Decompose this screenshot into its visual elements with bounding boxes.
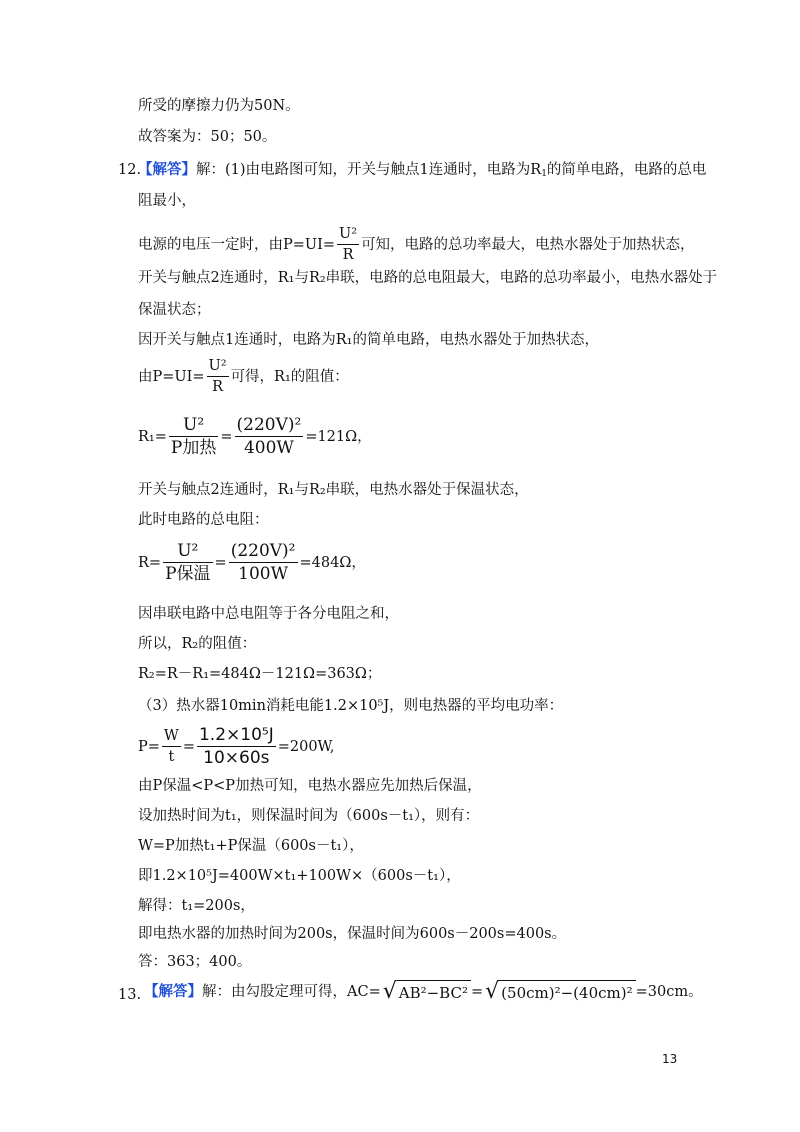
text-line: 开关与触点2连通时，R₁与R₂串联，电热水器处于保温状态，	[138, 482, 529, 498]
denominator: P保温	[165, 564, 211, 584]
text-span: 可知，电路的总功率最大，电热水器处于加热状态，	[361, 236, 695, 253]
page-number: 13	[662, 1052, 678, 1066]
text-line: 设加热时间为t₁，则保温时间为（600s－t₁），则有：	[138, 808, 480, 824]
numerator: (220V)²	[230, 541, 296, 561]
text-line: 阻最小，	[138, 193, 196, 209]
fraction	[229, 540, 298, 585]
r-formula-line	[138, 540, 366, 585]
text-line: 答：363；400。	[138, 954, 252, 970]
text-span: =121Ω，	[305, 428, 372, 445]
numerator: U²	[207, 356, 229, 377]
text-span: 由P=UI=	[138, 368, 205, 385]
text-line: R₂=R－R₁=484Ω－121Ω=363Ω；	[138, 666, 382, 682]
text-span: =200W,	[277, 738, 335, 755]
text-line: 所受的摩擦力仍为50N。	[138, 98, 300, 114]
question-number: 13.	[118, 987, 142, 1003]
text-line: 开关与触点2连通时，R₁与R₂串联，电路的总电阻最大，电路的总功率最小，电热水器处于	[138, 270, 718, 286]
fraction	[163, 540, 212, 585]
denominator: 10×60s	[203, 748, 270, 768]
equals-sign: =	[470, 983, 484, 1000]
question-number: 12.	[118, 162, 142, 178]
fraction	[235, 414, 304, 459]
text-line: 故答案为：50；50。	[138, 129, 277, 145]
p-formula-line	[138, 724, 335, 769]
text-span: 解：(1)由电路图可知，开关与触点1连通时，电路为R	[196, 162, 542, 178]
fraction	[169, 414, 218, 459]
text-line: 即电热水器的加热时间为200s，保温时间为600s－200s=400s。	[138, 926, 567, 942]
fraction-u2-over-r	[207, 356, 229, 397]
text-line: 即1.2×10⁵J=400W×t₁+100W×（600s－t₁），	[138, 868, 461, 884]
fraction	[162, 726, 181, 767]
denominator: 400W	[243, 438, 294, 458]
text-line: 由P保温<P<P加热可知，电热水器应先加热后保温，	[138, 778, 482, 794]
text-line: （3）热水器10min消耗电能1.2×10⁵J，则电热器的平均电功率：	[138, 698, 564, 714]
square-root	[485, 980, 635, 1003]
text-span: R=	[138, 554, 162, 571]
numerator: U²	[163, 540, 212, 563]
answer-tag: 【解答】	[138, 161, 196, 178]
denominator: t	[168, 749, 175, 765]
answer-tag: 【解答】	[144, 982, 202, 1000]
text-span: =484Ω，	[299, 554, 366, 571]
text-span: =30cm。	[635, 983, 703, 1000]
formula-line	[138, 224, 695, 265]
fraction	[197, 724, 276, 769]
text-line: 解得：t₁=200s，	[138, 898, 255, 914]
text-span: R₁=	[138, 428, 167, 445]
denominator: 100W	[238, 564, 289, 584]
text-line: W=P加热t₁+P保温（600s－t₁），	[138, 838, 364, 854]
numerator: 1.2×10⁵J	[198, 725, 274, 745]
r1-formula-line	[138, 414, 372, 459]
q13-formula-line	[144, 980, 703, 1003]
fraction-u2-over-r	[337, 224, 359, 265]
numerator: W	[162, 726, 181, 747]
text-line: 所以，R₂的阻值：	[138, 636, 257, 652]
answer-intro-line	[138, 160, 706, 184]
text-line: 因开关与触点1连通时，电路为R₁的简单电路，电热水器处于加热状态，	[138, 332, 599, 348]
numerator: U²	[337, 224, 359, 245]
text-span: 可得，R₁的阻值：	[230, 368, 349, 385]
text-span: 解：由勾股定理可得，AC=	[202, 983, 381, 1000]
square-root	[383, 980, 471, 1003]
numerator: U²	[169, 414, 218, 437]
text-line: 此时电路的总电阻：	[138, 512, 269, 528]
equals-sign: =	[182, 738, 195, 755]
radical-sign: √	[382, 978, 397, 1004]
equals-sign: =	[214, 554, 227, 571]
formula-line	[138, 356, 349, 397]
radicand: AB²−BC²	[397, 980, 471, 1003]
equals-sign: =	[220, 428, 233, 445]
subscript: 1	[541, 169, 547, 179]
denominator: R	[212, 379, 223, 395]
text-line: 保温状态；	[138, 302, 211, 318]
text-span: P=	[138, 738, 160, 755]
radical-sign: √	[485, 978, 500, 1004]
text-span: 电源的电压一定时，由P=UI=	[138, 236, 336, 253]
numerator: (220V)²	[236, 415, 302, 435]
radicand: (50cm)²−(40cm)²	[499, 980, 635, 1003]
denominator: R	[342, 247, 354, 263]
denominator: P加热	[170, 438, 217, 458]
text-span: 的简单电路，电路的总电	[546, 162, 707, 178]
text-line: 因串联电路中总电阻等于各分电阻之和，	[138, 606, 399, 622]
